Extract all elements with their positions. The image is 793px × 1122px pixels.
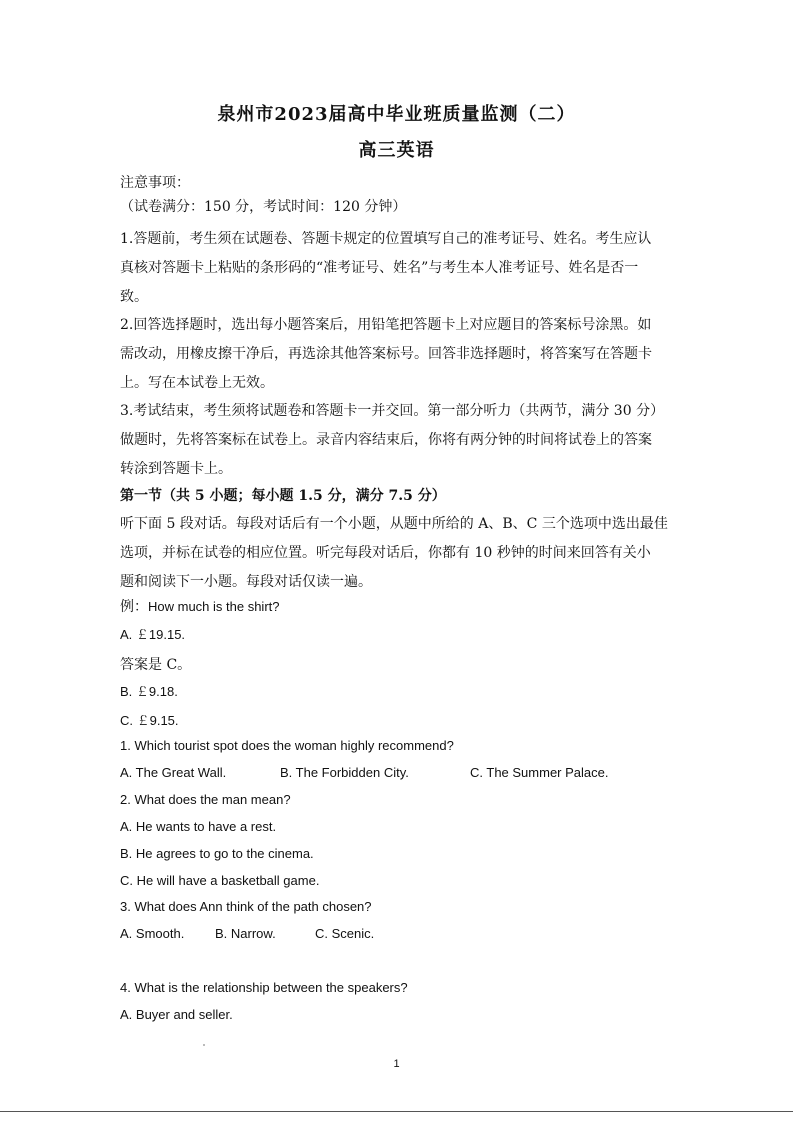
notice-item-3-line3: 转涂到答题卡上。 bbox=[120, 461, 232, 477]
notice-item-2-line2: 需改动，用橡皮擦干净后，再选涂其他答案标号。回答非选择题时，将答案写在答题卡 bbox=[120, 346, 652, 362]
question-4-stem: 4. What is the relationship between the speakers? bbox=[120, 980, 408, 995]
example-prefix: 例： bbox=[120, 599, 148, 615]
example-answer: 答案是 C。 bbox=[120, 657, 192, 673]
notice-item-2-line3: 上。写在本试卷上无效。 bbox=[120, 375, 274, 391]
notice-meta: （试卷满分：150 分，考试时间：120 分钟） bbox=[120, 199, 407, 215]
section-instructions-line2: 选项，并标在试卷的相应位置。听完每段对话后，你都有 10 秒钟的时间来回答有关小 bbox=[120, 545, 651, 561]
footer-rule bbox=[0, 1111, 793, 1112]
question-1-option-a: A. The Great Wall. bbox=[120, 765, 227, 780]
stray-mark bbox=[203, 1044, 205, 1046]
notice-item-3-line2: 做题时，先将答案标在试卷上。录音内容结束后，你将有两分钟的时间将试卷上的答案 bbox=[120, 432, 652, 448]
example-question-text: How much is the shirt? bbox=[148, 599, 280, 614]
question-2-stem: 2. What does the man mean? bbox=[120, 792, 291, 807]
example-option-a: A. ￡19.15. bbox=[120, 627, 186, 642]
page-number: 1 bbox=[393, 1058, 400, 1070]
exam-subtitle: 高三英语 bbox=[358, 140, 435, 161]
section-instructions-line3: 题和阅读下一小题。每段对话仅读一遍。 bbox=[120, 574, 372, 590]
example-option-b: B. ￡9.18. bbox=[120, 684, 178, 699]
question-2-option-b: B. He agrees to go to the cinema. bbox=[120, 846, 314, 861]
question-2-option-c: C. He will have a basketball game. bbox=[120, 873, 320, 888]
notice-item-1-line3: 致。 bbox=[120, 289, 148, 305]
notice-item-3-line1: 3.考试结束，考生须将试题卷和答题卡一并交回。第一部分听力（共两节，满分 30 分） bbox=[120, 403, 665, 419]
notice-item-1-line1: 1.答题前，考生须在试题卷、答题卡规定的位置填写自己的准考证号、姓名。考生应认 bbox=[120, 231, 652, 247]
question-3-option-b: B. Narrow. bbox=[215, 926, 276, 941]
notice-item-2-line1: 2.回答选择题时，选出每小题答案后，用铅笔把答题卡上对应题目的答案标号涂黑。如 bbox=[120, 317, 652, 333]
question-4-option-a: A. Buyer and seller. bbox=[120, 1007, 233, 1022]
notice-item-1-line2: 真核对答题卡上粘贴的条形码的“准考证号、姓名”与考生本人准考证号、姓名是否一 bbox=[120, 260, 639, 276]
exam-title: 泉州市2023届高中毕业班质量监测（二） bbox=[217, 104, 576, 125]
question-2-option-a: A. He wants to have a rest. bbox=[120, 819, 277, 834]
question-1-option-c: C. The Summer Palace. bbox=[470, 765, 609, 780]
question-3-option-a: A. Smooth. bbox=[120, 926, 185, 941]
question-3-option-c: C. Scenic. bbox=[315, 926, 375, 941]
section-heading: 第一节（共 5 小题；每小题 1.5 分，满分 7.5 分） bbox=[120, 488, 446, 504]
question-3-stem: 3. What does Ann think of the path chosen? bbox=[120, 899, 372, 914]
example-option-c: C. ￡9.15. bbox=[120, 713, 179, 728]
notice-heading: 注意事项： bbox=[120, 175, 190, 191]
section-instructions-line1: 听下面 5 段对话。每段对话后有一个小题，从题中所给的 A、B、C 三个选项中选出最佳 bbox=[120, 516, 668, 532]
example-question bbox=[120, 596, 680, 616]
question-1-stem: 1. Which tourist spot does the woman highly recommend? bbox=[120, 738, 454, 753]
question-1-option-b: B. The Forbidden City. bbox=[280, 765, 409, 780]
